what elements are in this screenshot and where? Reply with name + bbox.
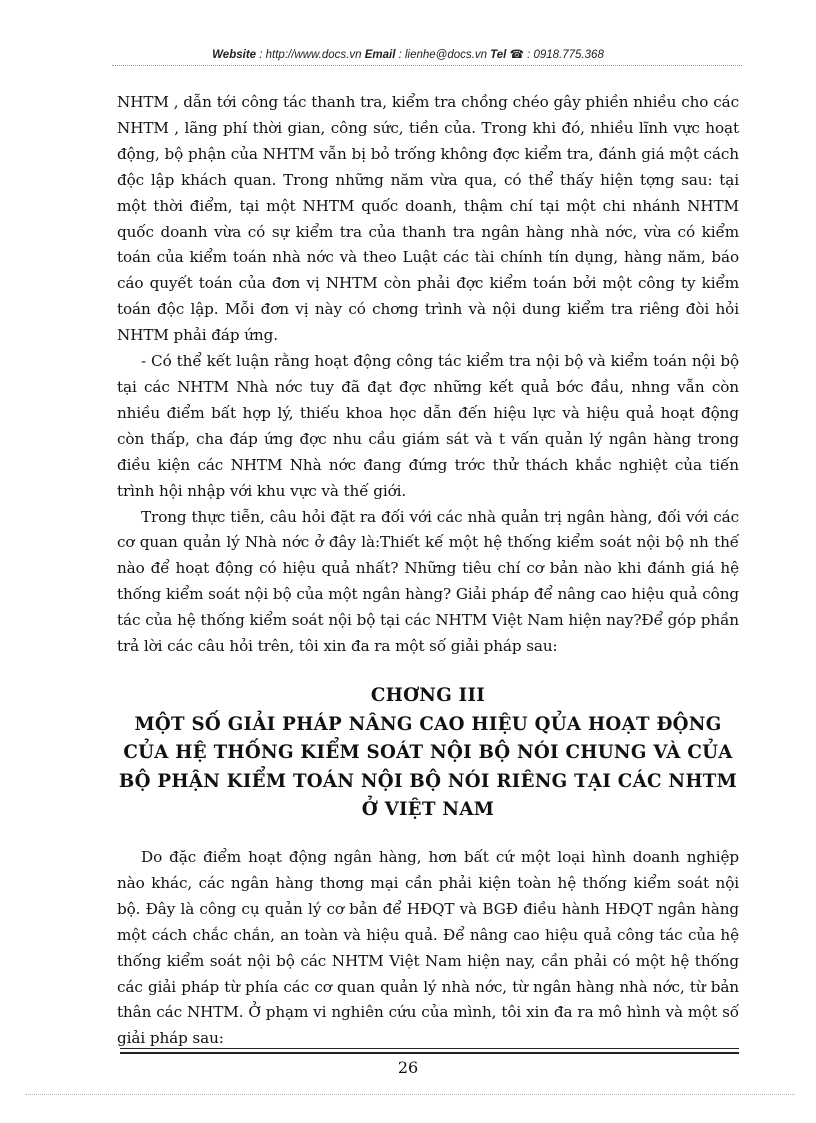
- chapter-intro: [117, 845, 739, 1052]
- document-body: [117, 90, 739, 660]
- website-label: Website: [212, 49, 257, 61]
- email-address[interactable]: : lienhe@docs.vn: [395, 49, 491, 61]
- chapter-title-line-2: CỦA HỆ THỐNG KIỂM SOÁT NỘI BỘ NÓI CHUNG VÀ CỦA: [123, 742, 733, 763]
- bottom-divider: [25, 1094, 795, 1095]
- chapter-title-line-4: Ở VIỆT NAM: [361, 799, 495, 820]
- footer-divider-thin: [120, 1048, 739, 1049]
- paragraph-2: - Có thể kết luận rằng hoạt động công tác kiểm tra nội bộ và kiểm toán nội bộ tại các NHTM Nhà nớc tuy đã đạt đợc những kết quả bớc đầu, nhng vẫn còn nhiều điểm bất hợp lý, thiếu khoa học dẫn đến hiệu lực và hiệu quả hoạt động còn thấp, cha đáp ứng đợc nhu cầu giám sát và t vấn quản lý ngân hàng trong điều kiện các NHTM Nhà nớc đang đứng trớc thử thách khắc nghiệt của tiến trình hội nhập với khu vực và thế giới.: [117, 352, 739, 500]
- tel-number: : 0918.775.368: [523, 49, 604, 61]
- page-number: 26: [397, 1058, 419, 1077]
- telephone-icon: ☎: [509, 49, 524, 61]
- paragraph-4: Do đặc điểm hoạt động ngân hàng, hơn bất cứ một loại hình doanh nghiệp nào khác, các ngân hàng thơng mại cần phải kiện toàn hệ thống kiểm soát nội bộ. Đây là công cụ quản lý cơ bản để HĐQT và BGĐ điều hành HĐQT ngân hàng một cách chắc chắn, an toàn và hiệu quả. Để nâng cao hiệu quả công tác của hệ thống kiểm soát nội bộ các NHTM Việt Nam hiện nay, cần phải có một hệ thống các giải pháp từ phía các cơ quan quản lý nhà nớc, từ ngân hàng nhà nớc, từ bản thân các NHTM. Ở phạm vi nghiên cứu của mình, tôi xin đa ra mô hình và một số giải pháp sau:: [117, 848, 739, 1048]
- website-url[interactable]: : http://www.docs.vn: [256, 49, 365, 61]
- header-divider: [112, 65, 742, 66]
- chapter-title-line-3: BỘ PHẬN KIỂM TOÁN NỘI BỘ NÓI RIÊNG TẠI CÁC NHTM: [118, 770, 738, 792]
- chapter-title-line-1: MỘT SỐ GIẢI PHÁP NÂNG CAO HIỆU QỦA HOẠT ĐỘNG: [134, 713, 722, 735]
- chapter-title-block: [117, 682, 739, 825]
- page-header: [0, 47, 816, 61]
- email-label: Email: [364, 49, 396, 61]
- footer-divider-thick: [120, 1052, 739, 1054]
- chapter-heading: CHƠNG III: [370, 685, 486, 706]
- paragraph-3: Trong thực tiễn, câu hỏi đặt ra đối với các nhà quản trị ngân hàng, đối với các cơ quan quản lý Nhà nớc ở đây là:Thiết kế một hệ thống kiểm soát nội bộ nh thế nào để hoạt động có hiệu quả nhất? Những tiêu chí cơ bản nào khi đánh giá hệ thống kiểm soát nội bộ của một ngân hàng? Giải pháp để nâng cao hiệu quả công tác của hệ thống kiểm soát nội bộ tại các NHTM Việt Nam hiện nay?Để góp phần trả lời các câu hỏi trên, tôi xin đa ra một số giải pháp sau:: [117, 507, 739, 656]
- paragraph-1: NHTM , dẫn tới công tác thanh tra, kiểm tra chồng chéo gây phiền nhiều cho các NHTM , lãng phí thời gian, công sức, tiền của. Trong khi đó, nhiều lĩnh vực hoạt động, bộ phận của NHTM vẫn bị bỏ trống không đợc kiểm tra, đánh giá một cách độc lập khách quan. Trong những năm vừa qua, có thể thấy hiện tợng sau: tại một thời điểm, tại một NHTM quốc doanh, thậm chí tại một chi nhánh NHTM quốc doanh vừa có sự kiểm tra của thanh tra ngân hàng nhà nớc, vừa có kiểm toán của kiểm toán nhà nớc và theo Luật các tài chính tín dụng, hàng năm, báo cáo quyết toán của đơn vị NHTM còn phải đợc kiểm toán bởi một công ty kiểm toán độc lập. Mỗi đơn vị này có chơng trình và nội dung kiểm tra riêng đòi hỏi NHTM phải đáp ứng.: [117, 93, 739, 345]
- tel-label: Tel: [490, 49, 507, 61]
